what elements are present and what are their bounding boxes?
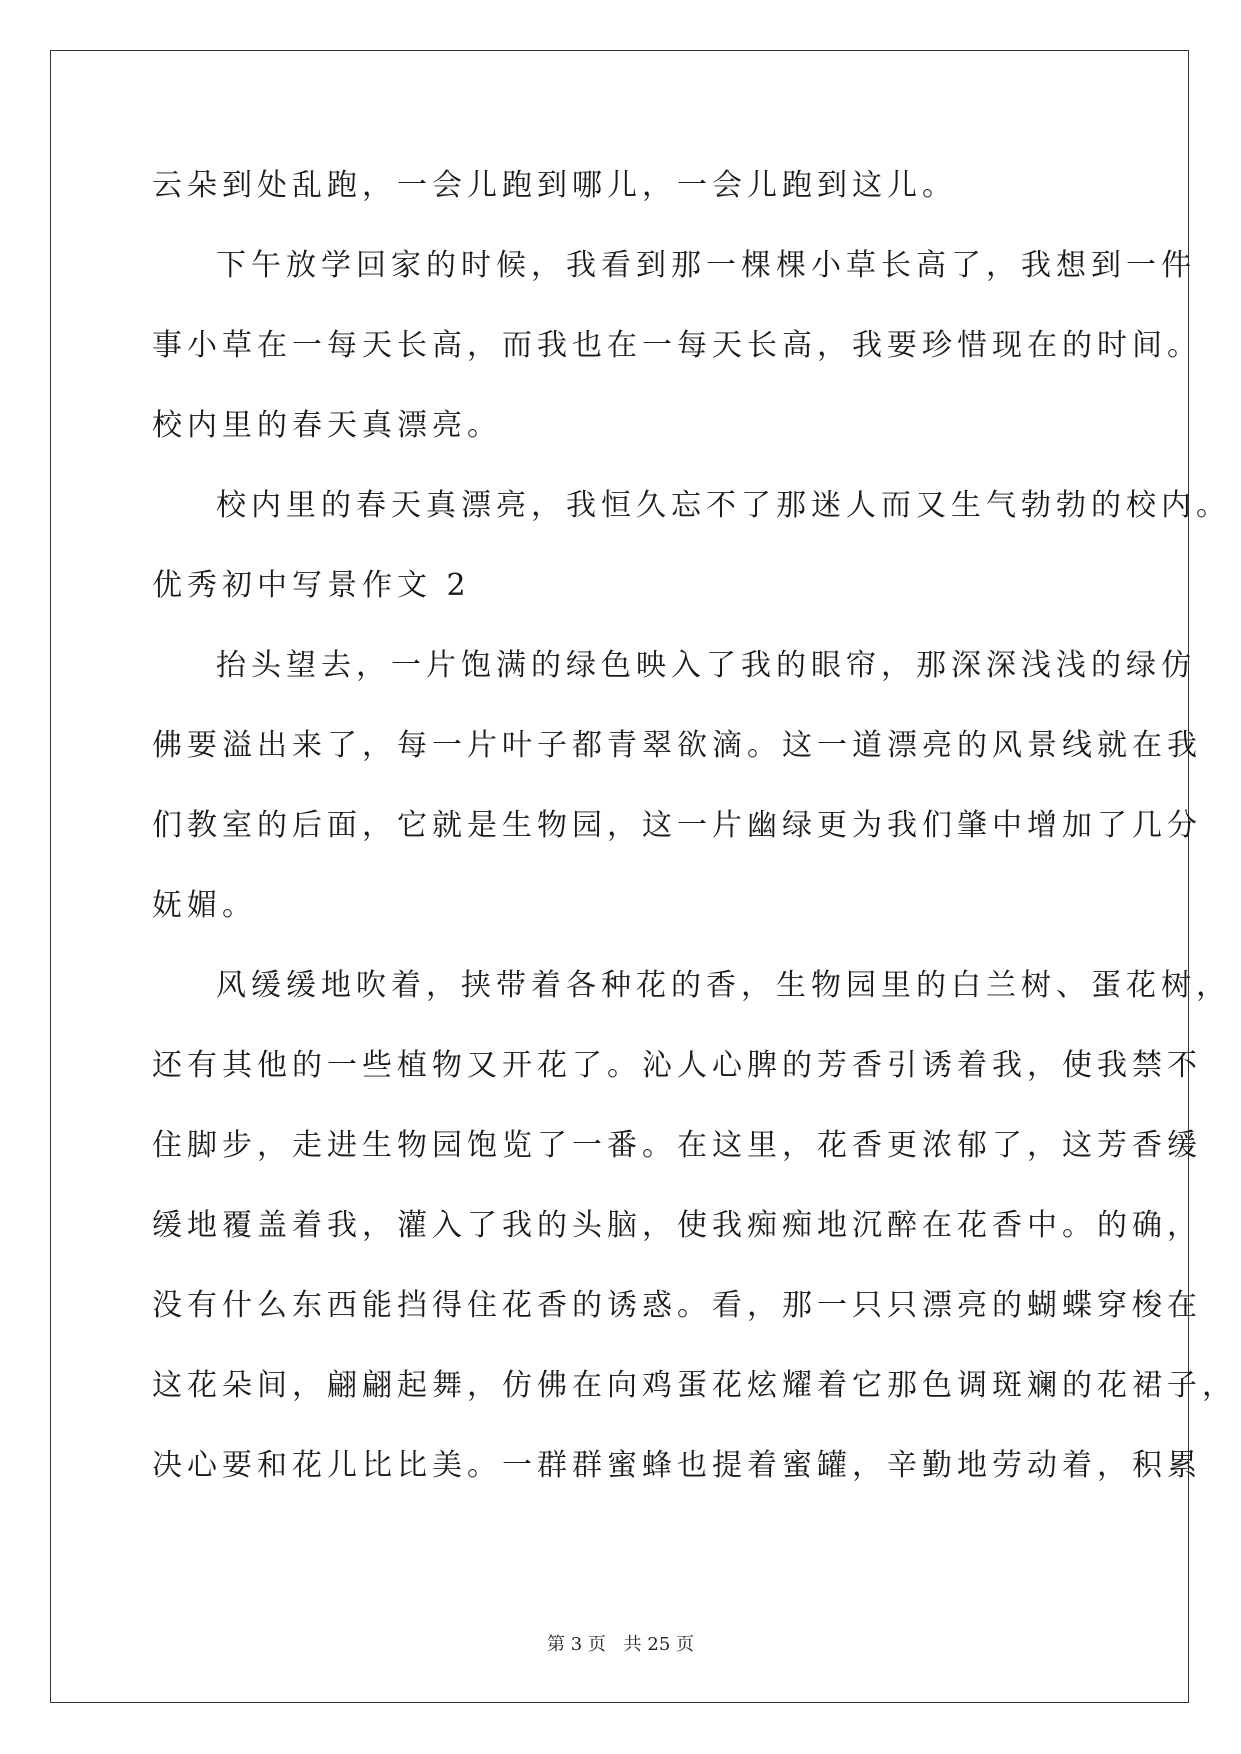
text-line: 佛要溢出来了，每一片叶子都青翠欲滴。这一道漂亮的风景线就在我 [152, 728, 1202, 763]
paragraph-start: 下午放学回家的时候，我看到那一棵棵小草长高了，我想到一件 [216, 248, 1196, 283]
page-total: 共 25 页 [623, 1634, 694, 1655]
text-line: 缓地覆盖着我，灌入了我的头脑，使我痴痴地沉醉在花香中。的确， [152, 1208, 1202, 1243]
text-line: 这花朵间，翩翩起舞，仿佛在向鸡蛋花炫耀着它那色调斑斓的花裙子， [152, 1368, 1237, 1403]
paragraph-start: 校内里的春天真漂亮，我恒久忘不了那迷人而又生气勃勃的校内。 [216, 488, 1231, 523]
text-line: 决心要和花儿比比美。一群群蜜蜂也提着蜜罐，辛勤地劳动着，积累 [152, 1448, 1202, 1483]
text-line: 住脚步，走进生物园饱览了一番。在这里，花香更浓郁了，这芳香缓 [152, 1128, 1202, 1163]
page-number: 第 3 页 [547, 1634, 606, 1655]
text-line: 事小草在一每天长高，而我也在一每天长高，我要珍惜现在的时间。 [152, 328, 1202, 363]
text-line: 校内里的春天真漂亮。 [152, 408, 502, 443]
text-line: 们教室的后面，它就是生物园，这一片幽绿更为我们肇中增加了几分 [152, 808, 1202, 843]
text-line: 云朵到处乱跑，一会儿跑到哪儿，一会儿跑到这儿。 [152, 168, 957, 203]
text-line: 妩媚。 [152, 888, 257, 923]
section-heading: 优秀初中写景作文 2 [152, 568, 471, 603]
page-footer [0, 1634, 1241, 1656]
paragraph-start: 风缓缓地吹着，挟带着各种花的香，生物园里的白兰树、蛋花树， [216, 968, 1231, 1003]
text-line: 还有其他的一些植物又开花了。沁人心脾的芳香引诱着我，使我禁不 [152, 1048, 1202, 1083]
paragraph-start: 抬头望去，一片饱满的绿色映入了我的眼帘，那深深浅浅的绿仿 [216, 648, 1196, 683]
text-line: 没有什么东西能挡得住花香的诱惑。看，那一只只漂亮的蝴蝶穿梭在 [152, 1288, 1202, 1323]
